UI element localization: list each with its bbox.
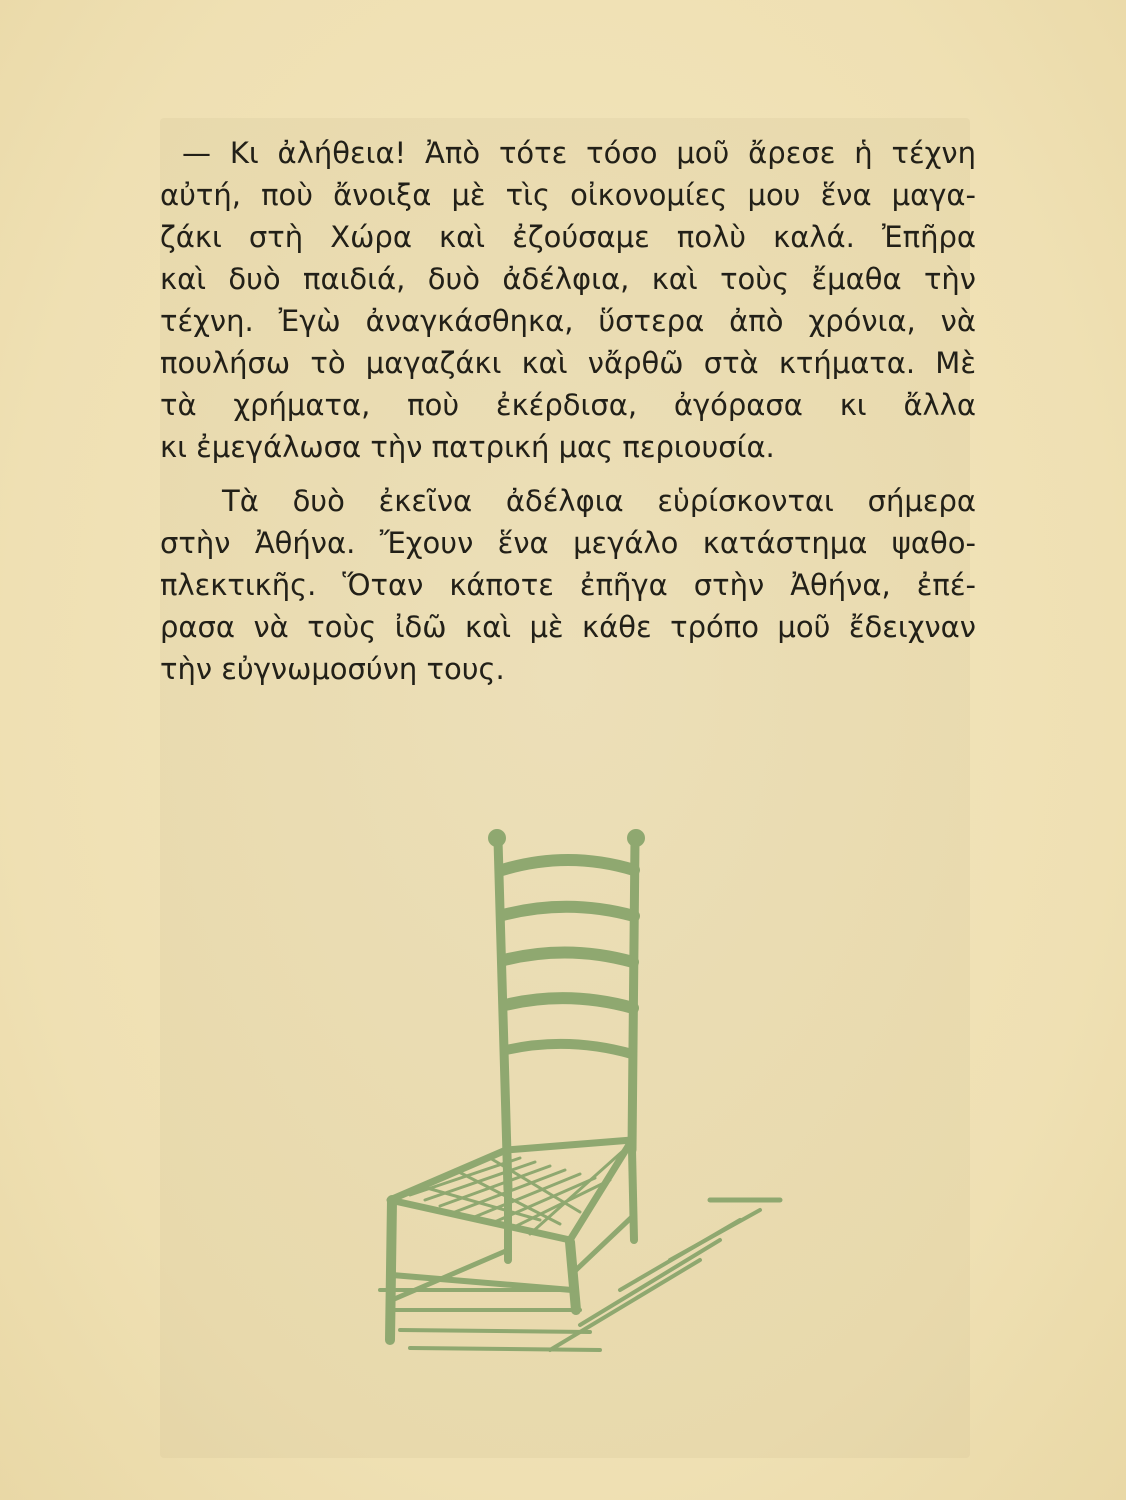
body-text	[160, 132, 976, 702]
text-line: τέχνη. Ἐγὼ ἀναγκάσθηκα, ὕστερα ἀπὸ χρόνια, νὰ	[160, 304, 976, 338]
text-line: ρασα νὰ τοὺς ἰδῶ καὶ μὲ κάθε τρόπο μοῦ ἔδειχναν	[160, 610, 976, 644]
text-line: Τὰ δυὸ ἐκεῖνα ἀδέλφια εὑρίσκονται σήμερα	[222, 484, 976, 518]
text-line: τὰ χρήματα, ποὺ ἐκέρδισα, ἀγόρασα κι ἄλλα	[160, 388, 976, 422]
text-line: πλεκτικῆς. Ὅταν κάποτε ἐπῆγα στὴν Ἀθήνα, ἐπέ-	[160, 568, 976, 602]
text-line: — Κι ἀλήθεια! Ἀπὸ τότε τόσο μοῦ ἄρεσε ἡ τέχνη	[182, 136, 976, 170]
text-line: ζάκι στὴ Χώρα καὶ ἐζούσαμε πολὺ καλά. Ἐπῆρα	[160, 220, 976, 254]
text-line: αὐτή, ποὺ ἄνοιξα μὲ τὶς οἰκονομίες μου ἕνα μαγα-	[160, 178, 976, 212]
text-line: κι ἐμεγάλωσα τὴν πατρική μας περιουσία.	[160, 430, 775, 464]
paragraph-1	[160, 132, 976, 468]
text-line: πουλήσω τὸ μαγαζάκι καὶ νἄρθῶ στὰ κτήματα. Μὲ	[160, 346, 976, 380]
text-line: στὴν Ἀθήνα. Ἔχουν ἕνα μεγάλο κατάστημα ψαθο-	[160, 526, 976, 560]
paragraph-2	[160, 480, 976, 690]
text-line: καὶ δυὸ παιδιά, δυὸ ἀδέλφια, καὶ τοὺς ἔμαθα τὴν	[160, 262, 976, 296]
woven-chair-icon	[240, 820, 860, 1380]
text-line: τὴν εὐγνωμοσύνη τους.	[160, 652, 505, 686]
